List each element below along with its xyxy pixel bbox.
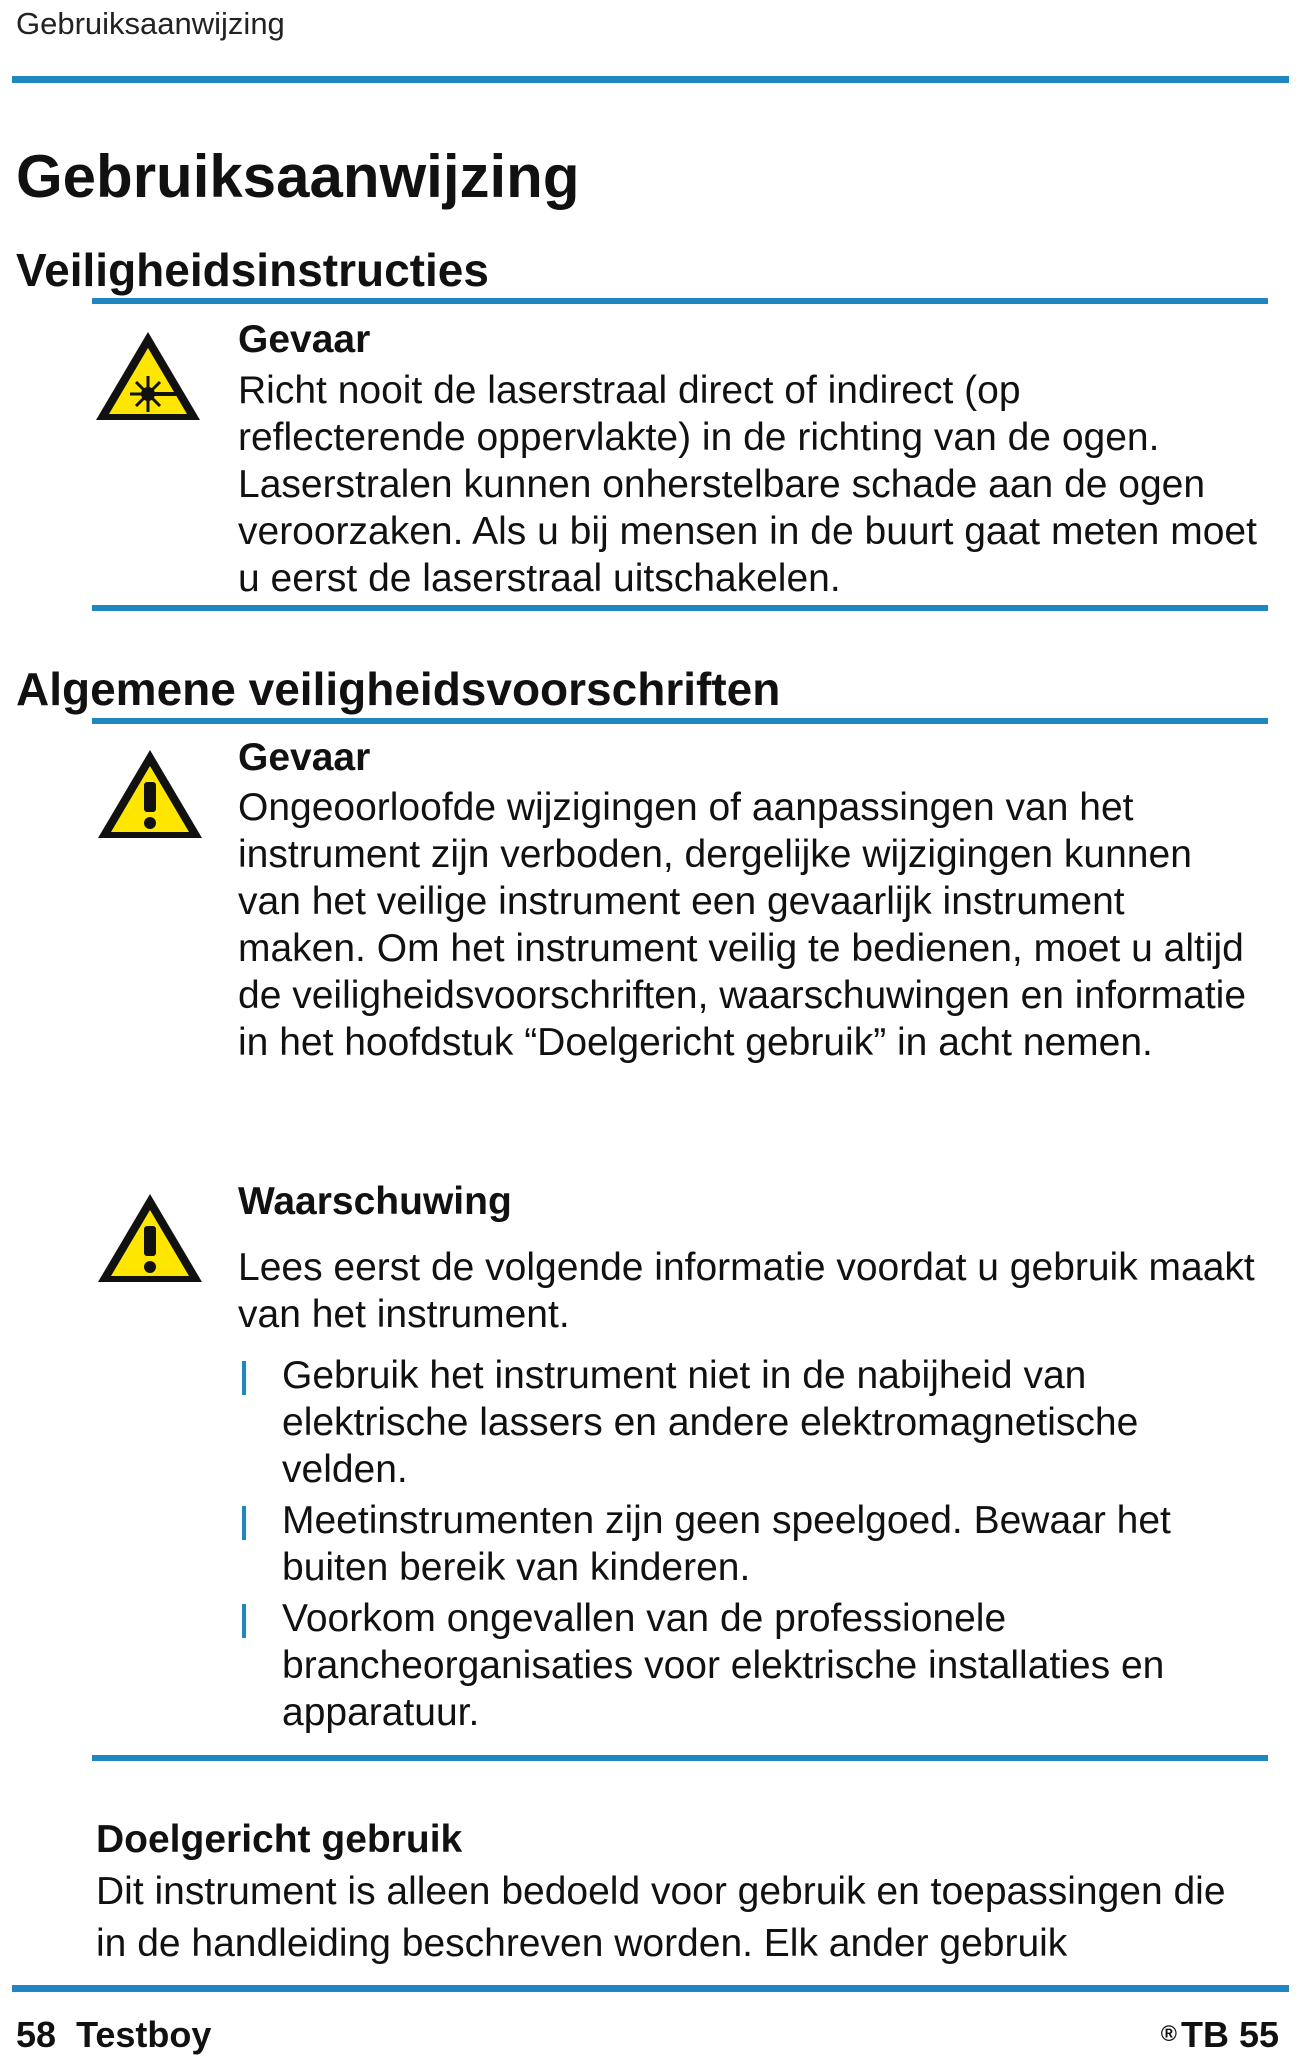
list-item xyxy=(242,1352,1252,1493)
list-item xyxy=(242,1497,1252,1591)
registered-mark: ® xyxy=(1160,2021,1177,2046)
section-heading-intended-use: Doelgericht gebruik xyxy=(96,1818,463,1861)
brand-name: Testboy xyxy=(76,2014,212,2055)
list-item xyxy=(242,1595,1252,1736)
intended-use-text: Dit instrument is alleen bedoeld voor gebruik en toepassingen die in de handleiding beschreven worden. Elk ander gebruik xyxy=(96,1870,1226,1965)
bullet-bar xyxy=(242,1506,246,1540)
laser-warning-icon xyxy=(92,326,204,426)
section2-top-rule xyxy=(92,718,1268,724)
section1-bottom-rule xyxy=(92,605,1268,611)
section-heading-general-safety: Algemene veiligheidsvoorschriften xyxy=(16,663,781,715)
bullet-bar xyxy=(242,1604,246,1638)
bullet-text: Voorkom ongevallen van de professionele brancheorganisaties voor elektrische installaties en apparatuur. xyxy=(282,1597,1165,1734)
footer-model xyxy=(1161,2014,1279,2056)
danger-title-laser: Gevaar xyxy=(238,318,371,361)
bullet-text: Gebruik het instrument niet in de nabijheid van elektrische lassers en andere elektromagnetische velden. xyxy=(282,1354,1139,1491)
section2-bottom-rule xyxy=(92,1755,1268,1761)
exclamation-warning-icon xyxy=(94,1188,206,1288)
danger-title-modifications: Gevaar xyxy=(238,736,371,779)
modifications-danger-text: Ongeoorloofde wijzigingen of aanpassingen van het instrument zijn verboden, dergelijke wijzigingen kunnen van het veilige instrument een gevaarlijk instrument maken. Om het instrument veilig te bedienen, moet u altijd de veiligheidsvoorschriften, waarschuwingen en informatie in het hoofdstuk “Doelgericht gebruik” in acht nemen. xyxy=(238,786,1247,1064)
warning-intro-text: Lees eerst de volgende informatie voordat u gebruik maakt van het instrument. xyxy=(238,1246,1255,1336)
section-heading-safety: Veiligheidsinstructies xyxy=(16,244,489,296)
bullet-text: Meetinstrumenten zijn geen speelgoed. Bewaar het buiten bereik van kinderen. xyxy=(282,1499,1171,1589)
exclamation-warning-icon xyxy=(94,744,206,844)
running-header: Gebruiksaanwijzing xyxy=(16,6,285,41)
model-name: TB 55 xyxy=(1180,2014,1279,2055)
section1-top-rule xyxy=(92,298,1268,304)
page-title: Gebruiksaanwijzing xyxy=(16,143,580,210)
laser-warning-text: Richt nooit de laserstraal direct of indirect (op reflecterende oppervlakte) in de richting van de ogen. Laserstralen kunnen onherstelbare schade aan de ogen veroorzaken. Als u bij mensen in de buurt gaat meten moet u eerst de laserstraal uitschakelen. xyxy=(238,369,1257,600)
warning-bullet-list xyxy=(242,1352,1252,1740)
bullet-bar xyxy=(242,1361,246,1395)
footer-page-info xyxy=(16,2014,211,2056)
warning-title: Waarschuwing xyxy=(238,1180,512,1223)
header-rule xyxy=(12,76,1289,83)
footer-rule xyxy=(12,1985,1289,1992)
page-number: 58 xyxy=(16,2014,57,2055)
